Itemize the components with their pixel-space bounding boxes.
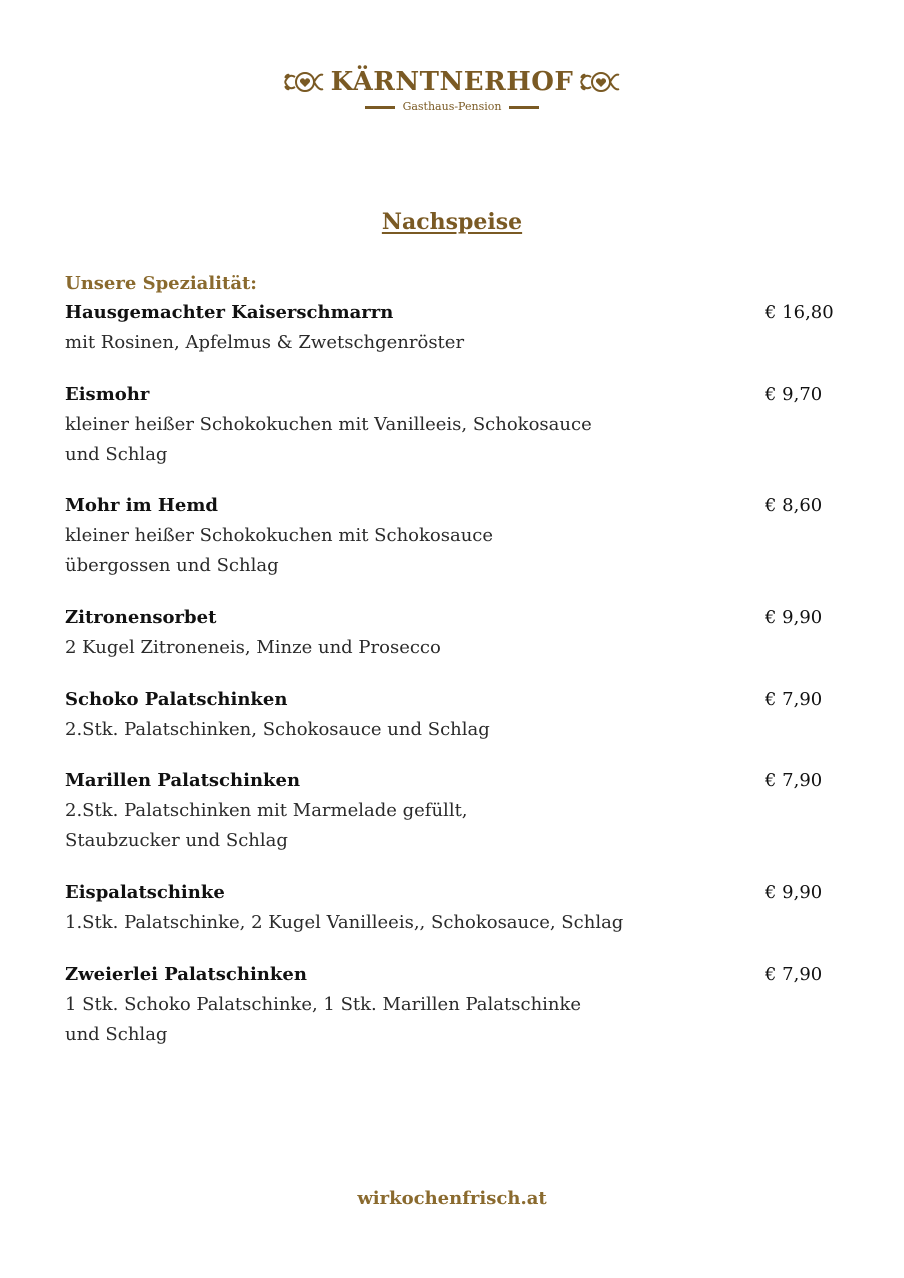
menu-item-price: € 9,90 <box>765 607 823 628</box>
menu-item <box>65 380 845 470</box>
menu-item-price: € 7,90 <box>765 689 823 710</box>
menu-item-price: € 9,70 <box>765 384 823 405</box>
menu-item-name: Mohr im Hemd <box>65 495 219 516</box>
menu-item-description: mit Rosinen, Apfelmus & Zwetschgenröster <box>65 332 465 353</box>
special-label: Unsere Spezialität: <box>65 273 257 294</box>
menu-item-name: Zweierlei Palatschinken <box>65 964 307 985</box>
menu-item <box>65 603 845 663</box>
menu-item <box>65 766 845 856</box>
menu-item <box>65 878 845 938</box>
logo-subtitle: Gasthaus-Pension <box>402 100 502 113</box>
menu-item <box>65 960 845 1050</box>
logo-subtitle-row <box>0 100 904 114</box>
menu-item-price: € 7,90 <box>765 964 823 985</box>
menu-item-description: Staubzucker und Schlag <box>65 830 288 851</box>
menu-item-name: Schoko Palatschinken <box>65 689 288 710</box>
heart-leaf-ornament-icon <box>577 65 623 99</box>
menu-item-name: Zitronensorbet <box>65 607 217 628</box>
menu-item-name: Marillen Palatschinken <box>65 770 301 791</box>
menu-item-price: € 9,90 <box>765 882 823 903</box>
menu-item-description: 2.Stk. Palatschinken, Schokosauce und Schlag <box>65 719 490 740</box>
menu-item-name: Eispalatschinke <box>65 882 225 903</box>
menu-item-name: Hausgemachter Kaiserschmarrn <box>65 302 394 323</box>
menu-item-description: kleiner heißer Schokokuchen mit Schokosauce <box>65 525 494 546</box>
logo <box>0 62 904 122</box>
menu-item <box>65 685 845 745</box>
menu-item-price: € 8,60 <box>765 495 823 516</box>
menu-item <box>65 298 845 358</box>
menu-item-description: übergossen und Schlag <box>65 555 279 576</box>
logo-divider <box>509 106 539 109</box>
logo-row <box>0 62 904 102</box>
page-title: Nachspeise <box>381 209 523 235</box>
logo-name: KÄRNTNERHOF <box>330 67 574 97</box>
logo-divider <box>365 106 395 109</box>
menu-item-name: Eismohr <box>65 384 150 405</box>
menu-item-description: kleiner heißer Schokokuchen mit Vanilleeis, Schokosauce <box>65 414 592 435</box>
menu-item-price: € 16,80 <box>765 302 834 323</box>
menu-item-description: und Schlag <box>65 1024 168 1045</box>
menu-item-description: und Schlag <box>65 444 168 465</box>
menu-item-description: 1 Stk. Schoko Palatschinke, 1 Stk. Marillen Palatschinke <box>65 994 582 1015</box>
menu-item-description: 2 Kugel Zitroneneis, Minze und Prosecco <box>65 637 441 658</box>
menu-item <box>65 491 845 581</box>
footer-website: wirkochenfrisch.at <box>357 1188 547 1209</box>
menu-item-description: 1.Stk. Palatschinke, 2 Kugel Vanilleeis,, Schokosauce, Schlag <box>65 912 624 933</box>
menu-item-price: € 7,90 <box>765 770 823 791</box>
heart-leaf-ornament-icon <box>281 65 327 99</box>
menu-item-description: 2.Stk. Palatschinken mit Marmelade gefüllt, <box>65 800 468 821</box>
